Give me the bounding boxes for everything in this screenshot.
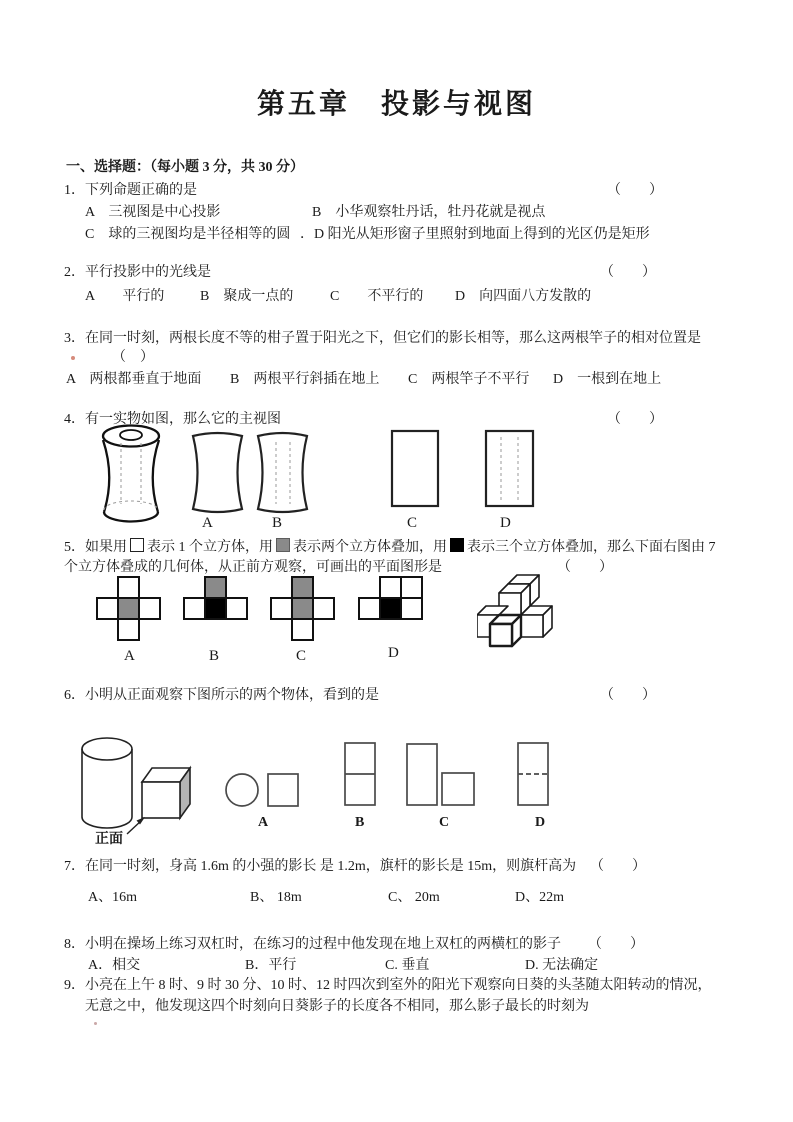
q6-stem [64,687,379,705]
q2-option-d: D 向四面八方发散的 [455,289,592,304]
q5-text-3: 表示两个立方体叠加，用 [293,540,447,555]
q2-answer-parens: （ ） [600,265,656,280]
q1-number: 1． [64,183,85,198]
cube-right [521,606,552,637]
q6-label-b: B [355,815,365,830]
q9-text-line1: 小亮在上午 8 时、9 时 30 分、10 时、12 时四次到室外的阳光下观察向日葵的头茎随太阳转动的情况， [85,978,712,993]
q3-option-a: A 两根都垂直于地面 [66,372,202,387]
q3-number: 3． [64,331,85,346]
q5-text-2: 表示 1 个立方体，用 [147,540,273,555]
q8-stem [64,936,561,954]
q5-option-b-tee [184,577,247,619]
q5-number: 5． [64,540,85,555]
q2-option-b: B 聚成一点的 [200,289,294,304]
q7-option-b: B、 18m [250,890,302,905]
q4-label-a: A [202,515,213,531]
q7-option-c: C、 20m [388,890,440,905]
q4-answer-parens: （ ） [607,412,663,427]
q6-label-c: C [439,815,450,830]
q1-option-c: C 球的三视图均是半径相等的圆 [85,227,291,242]
q4-option-c-shape [392,431,438,506]
q6-option-c-shapes [407,744,474,805]
q6-figure [75,735,575,853]
q2-option-c: C 不平行的 [330,289,424,304]
front-direction-arrow [127,817,145,834]
q8-option-a: A．相交 [88,958,141,973]
q9-stem-line2: 无意之中，他发现这四个时刻向日葵影子的长度各不相同，那么影子最长的时刻为 [85,999,589,1014]
q5-label-c: C [296,648,307,664]
q6-cylinder [82,738,132,828]
q4-label-d: D [500,515,511,531]
q1-answer-parens: （ ） [607,183,663,198]
q3-option-c: C 两根竿子不平行 [408,372,530,387]
q7-text: 在同一时刻，身高 1.6m 的小强的影长 是 1.2m，旗杆的影长是 15m，则旗杆高为 [85,859,577,874]
q6-front-label: 正面 [95,832,123,847]
q5-label-d: D [388,645,399,661]
q1-option-b: B 小华观察牡丹话，牡丹花就是视点 [312,205,546,220]
stray-red-dot [71,356,75,360]
q4-figure [95,420,545,538]
q7-number: 7． [64,859,85,874]
q4-option-d-dashed-lines [501,437,518,500]
q3-answer-parens: （ ） [112,350,154,365]
q7-answer-parens: （ ） [590,859,646,874]
q7-stem [64,858,576,876]
q3-option-d: D 一根到在地上 [553,372,662,387]
q4-option-a-shape [193,433,242,512]
q2-stem [64,264,211,282]
q3-stem [64,330,701,348]
section-heading: 一、选择题：（每小题 3 分，共 30 分） [66,160,304,175]
q3-option-b: B 两根平行斜插在地上 [230,372,380,387]
q8-option-c: C. 垂直 [385,958,430,973]
q8-number: 8． [64,937,85,952]
q5-text-1: 如果用 [85,540,127,555]
gray-square-icon [276,538,290,552]
q6-answer-parens: （ ） [600,688,656,703]
white-square-icon [130,538,144,552]
q4-option-d-shape [486,431,533,506]
stray-faint-dot [94,1022,97,1025]
q5-text-4: 表示三个立方体叠加，那么下面右图由 7 [467,540,716,555]
q5-stem-line1 [64,538,716,557]
q2-number: 2． [64,265,85,280]
black-square-icon [450,538,464,552]
q6-option-a-shapes [226,774,298,806]
q6-option-b-shapes [345,743,375,805]
q8-option-b: B．平行 [245,958,297,973]
q6-text: 小明从正面观察下图所示的两个物体，看到的是 [85,688,379,703]
q5-option-a-cross [97,577,160,640]
q7-option-a: A、16m [88,890,137,905]
q8-text: 小明在操场上练习双杠时，在练习的过程中他发现在地上双杠的两横杠的影子 [85,937,561,952]
page-title: 第五章 投影与视图 [256,89,536,120]
q5-label-b: B [209,648,220,664]
q6-number: 6． [64,688,85,703]
q4-number: 4． [64,412,85,427]
q5-label-a: A [124,648,135,664]
cube-front [490,615,521,646]
q6-label-a: A [258,815,269,830]
q2-text: 平行投影中的光线是 [85,265,211,280]
q4-object-hidden-lines [104,443,158,510]
q2-option-a: A 平行的 [85,289,165,304]
q6-cube [142,768,190,818]
q6-label-d: D [535,815,546,830]
q7-option-d: D、22m [515,890,564,905]
q9-number: 9． [64,978,85,993]
q5-stem-line2: 个立方体叠成的几何体，从正前方观察，可画出的平面图形是 [64,560,442,575]
q4-label-c: C [407,515,418,531]
q4-text: 有一实物如图，那么它的主视图 [85,412,281,427]
q4-label-b: B [272,515,283,531]
q3-text: 在同一时刻，两根长度不等的柑子置于阳光之下，但它们的影长相等，那么这两根竿子的相对位置是 [85,331,701,346]
q8-option-d: D. 无法确定 [525,958,599,973]
q4-real-object-waisted-cylinder [103,426,159,522]
q1-stem [64,182,197,200]
q1-option-d: ．D 阳光从矩形窗子里照射到地面上得到的光区仍是矩形 [300,227,650,242]
q5-option-d-shape [359,577,422,619]
q4-option-b-dashed-lines [276,442,290,504]
q4-option-b-shape [258,433,307,512]
q5-option-c-cross [271,577,334,640]
q5-cube-stack-figure [477,573,557,651]
q9-stem-line1 [64,977,712,995]
q1-text: 下列命题正确的是 [85,183,197,198]
q5-answer-parens: （ ） [557,560,613,575]
q1-option-a: A 三视图是中心投影 [85,205,221,220]
q5-options-figure [92,572,432,642]
q6-option-d-shapes [518,743,548,805]
q8-answer-parens: （ ） [588,937,644,952]
